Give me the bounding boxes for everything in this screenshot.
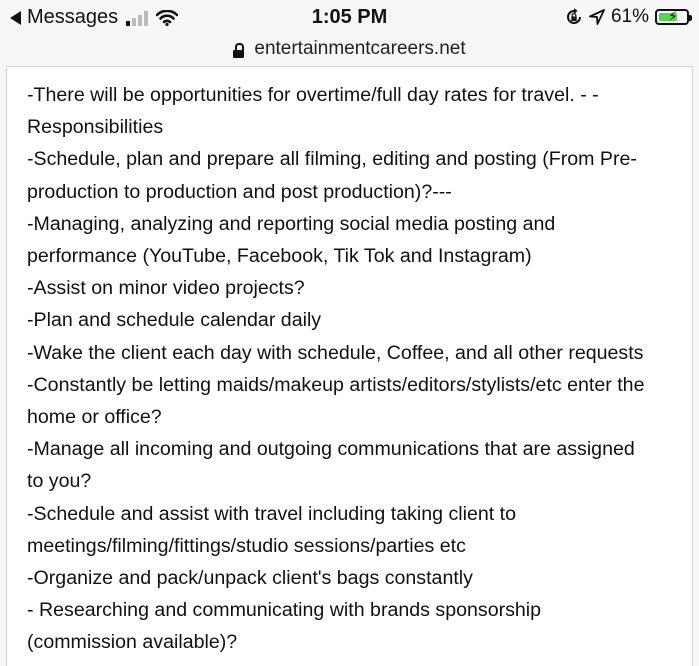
location-icon [589, 9, 605, 25]
text-line: -There will be opportunities for overtime/full day rates for travel. - - [27, 84, 599, 106]
url-domain: entertainmentcareers.net [254, 38, 466, 59]
lock-icon [233, 45, 244, 58]
text-line: (commission available)? [27, 631, 238, 654]
text-line: to you? [27, 470, 92, 493]
orientation-lock-icon [565, 8, 583, 26]
clock: 1:05 PM [311, 6, 388, 28]
text-line: -Wake the client each day with schedule, Coffee, and all other requests [27, 341, 644, 364]
battery-percent: 61% [610, 6, 649, 27]
text-line: -Schedule, plan and prepare all filming, editing and posting (From Pre- [27, 148, 637, 171]
text-line: Responsibilities [27, 116, 164, 139]
text-line: meetings/filming/fittings/studio sessions/parties etc [27, 534, 466, 557]
back-label: Messages [27, 6, 119, 28]
job-description [27, 79, 677, 659]
text-line: -Manage all incoming and outgoing communications that are assigned [27, 438, 635, 461]
text-line: -Plan and schedule calendar daily [27, 309, 322, 332]
battery-charging-icon: ⚡ [655, 9, 689, 25]
text-line: - Researching and communicating with brands sponsorship [27, 599, 542, 622]
text-line: -Organize and pack/unpack client's bags constantly [27, 567, 473, 590]
address-bar[interactable] [0, 34, 699, 64]
status-indicators [565, 6, 689, 28]
text-line: production to production and post production)?--- [27, 180, 452, 203]
text-line: performance (YouTube, Facebook, Tik Tok and Instagram) [27, 245, 532, 268]
page-content [6, 66, 693, 666]
text-line: -Schedule and assist with travel including taking client to [27, 502, 517, 525]
status-bar [0, 0, 699, 34]
text-line: -Managing, analyzing and reporting social media posting and [27, 212, 556, 235]
text-line: -Assist on minor video projects? [27, 277, 305, 300]
text-line: -Constantly be letting maids/makeup artists/editors/stylists/etc enter the [27, 373, 645, 396]
text-line: home or office? [27, 406, 162, 429]
